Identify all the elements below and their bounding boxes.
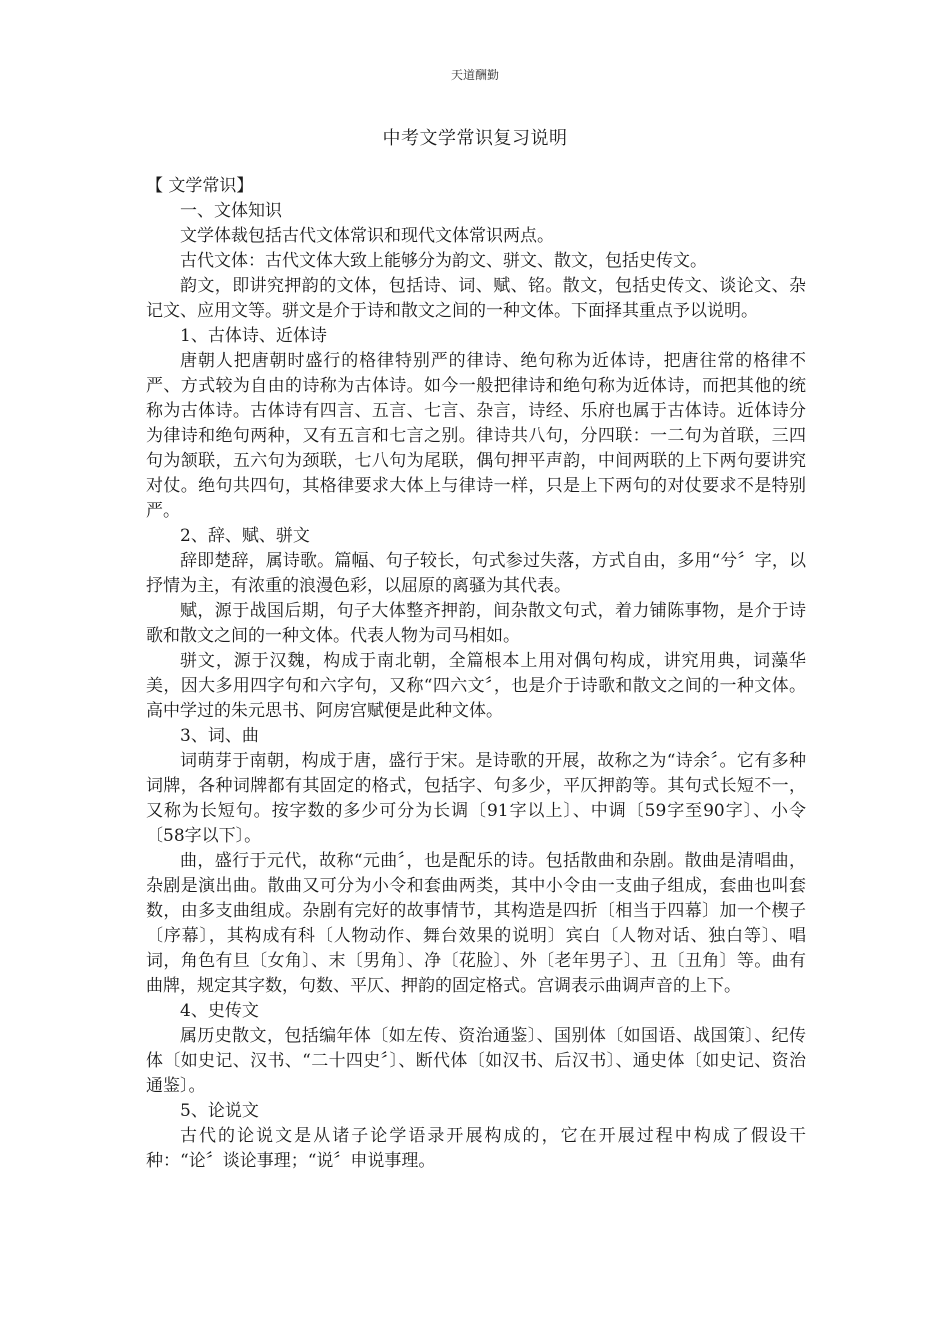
document-title: 中考文学常识复习说明 [382, 128, 568, 149]
document-body [146, 174, 806, 1174]
paragraph: 赋，源于战国后期，句子大体整齐押韵，间杂散文句式，着力铺陈事物，是介于诗歌和散文之间的一种文体。代表人物为司马相如。 [146, 601, 806, 646]
paragraph: 古代的论说文是从诸子论学语录开展构成的，它在开展过程中构成了假设干种：“论〞谈论事理；“说〞申说事理。 [146, 1126, 806, 1171]
section-label: 【 文学常识】 [146, 176, 254, 196]
heading-ancient-poetry: 1、古体诗、近体诗 [180, 326, 327, 346]
paragraph: 词萌芽于南朝，构成于唐，盛行于宋。是诗歌的开展，故称之为“诗余〞。它有多种词牌，各种词牌都有其固定的格式，包括字、句多少，平仄押韵等。其句式长短不一，又称为长短句。按字数的多少可分为长调〔91字以上〕、中调〔59字至90字〕、小令〔58字以下〕。 [146, 751, 806, 846]
paragraph: 骈文，源于汉魏，构成于南北朝，全篇根本上用对偶句构成，讲究用典，词藻华美，因大多用四字句和六字句，又称“四六文〞，也是介于诗歌和散文之间的一种文体。高中学过的朱元思书、阿房宫赋便是此种文体。 [146, 651, 806, 721]
heading-ci-fu-pianwen: 2、辞、赋、骈文 [180, 526, 310, 546]
paragraph: 辞即楚辞，属诗歌。篇幅、句子较长，句式参过失落，方式自由，多用“兮〞字，以抒情为主，有浓重的浪漫色彩，以屈原的离骚为其代表。 [146, 551, 806, 596]
paragraph: 古代文体：古代文体大致上能够分为韵文、骈文、散文，包括史传文。 [180, 251, 707, 271]
paragraph: 曲，盛行于元代，故称“元曲〞，也是配乐的诗。包括散曲和杂剧。散曲是清唱曲，杂剧是演出曲。散曲又可分为小令和套曲两类，其中小令由一支曲子组成，套曲也叫套数，由多支曲组成。杂剧有完好的故事情节，其构造是四折〔相当于四幕〕加一个楔子〔序幕〕，其构成有科〔人物动作、舞台效果的说明〕宾白〔人物对话、独白等〕、唱词，角色有旦〔女角〕、末〔男角〕、净〔花脸〕、外〔老年男子〕、丑〔丑角〕等。曲有曲牌，规定其字数，句数、平仄、押韵的固定格式。宫调表示曲调声音的上下。 [146, 851, 806, 996]
paragraph: 韵文，即讲究押韵的文体，包括诗、词、赋、铭。散文，包括史传文、谈论文、杂记文、应用文等。骈文是介于诗和散文之间的一种文体。下面择其重点予以说明。 [146, 276, 806, 321]
paragraph: 文学体裁包括古代文体常识和现代文体常识两点。 [180, 226, 554, 246]
paragraph: 唐朝人把唐朝时盛行的格律特别严的律诗、绝句称为近体诗，把唐往常的格律不严、方式较为自由的诗称为古体诗。如今一般把律诗和绝句称为近体诗，而把其他的统称为古体诗。古体诗有四言、五言、七言、杂言，诗经、乐府也属于古体诗。近体诗分为律诗和绝句两种，又有五言和七言之别。律诗共八句，分四联：一二句为首联，三四句为颔联，五六句为颈联，七八句为尾联，偶句押平声韵，中间两联的上下两句要讲究对仗。绝句共四句，其格律要求大体上与律诗一样，只是上下两句的对仗要求不是特别严。 [146, 351, 806, 521]
page-header: 天道酬勤 [450, 68, 499, 82]
heading-historical-prose: 4、史传文 [180, 1001, 259, 1021]
heading-genre-knowledge: 一、文体知识 [180, 201, 282, 221]
heading-ci-qu: 3、词、曲 [180, 726, 259, 746]
paragraph: 属历史散文，包括编年体〔如左传、资治通鉴〕、国别体〔如国语、战国策〕、纪传体〔如史记、汉书、“二十四史〞〕、断代体〔如汉书、后汉书〕、通史体〔如史记、资治通鉴〕。 [146, 1026, 806, 1096]
heading-argumentative-prose: 5、论说文 [180, 1101, 259, 1121]
